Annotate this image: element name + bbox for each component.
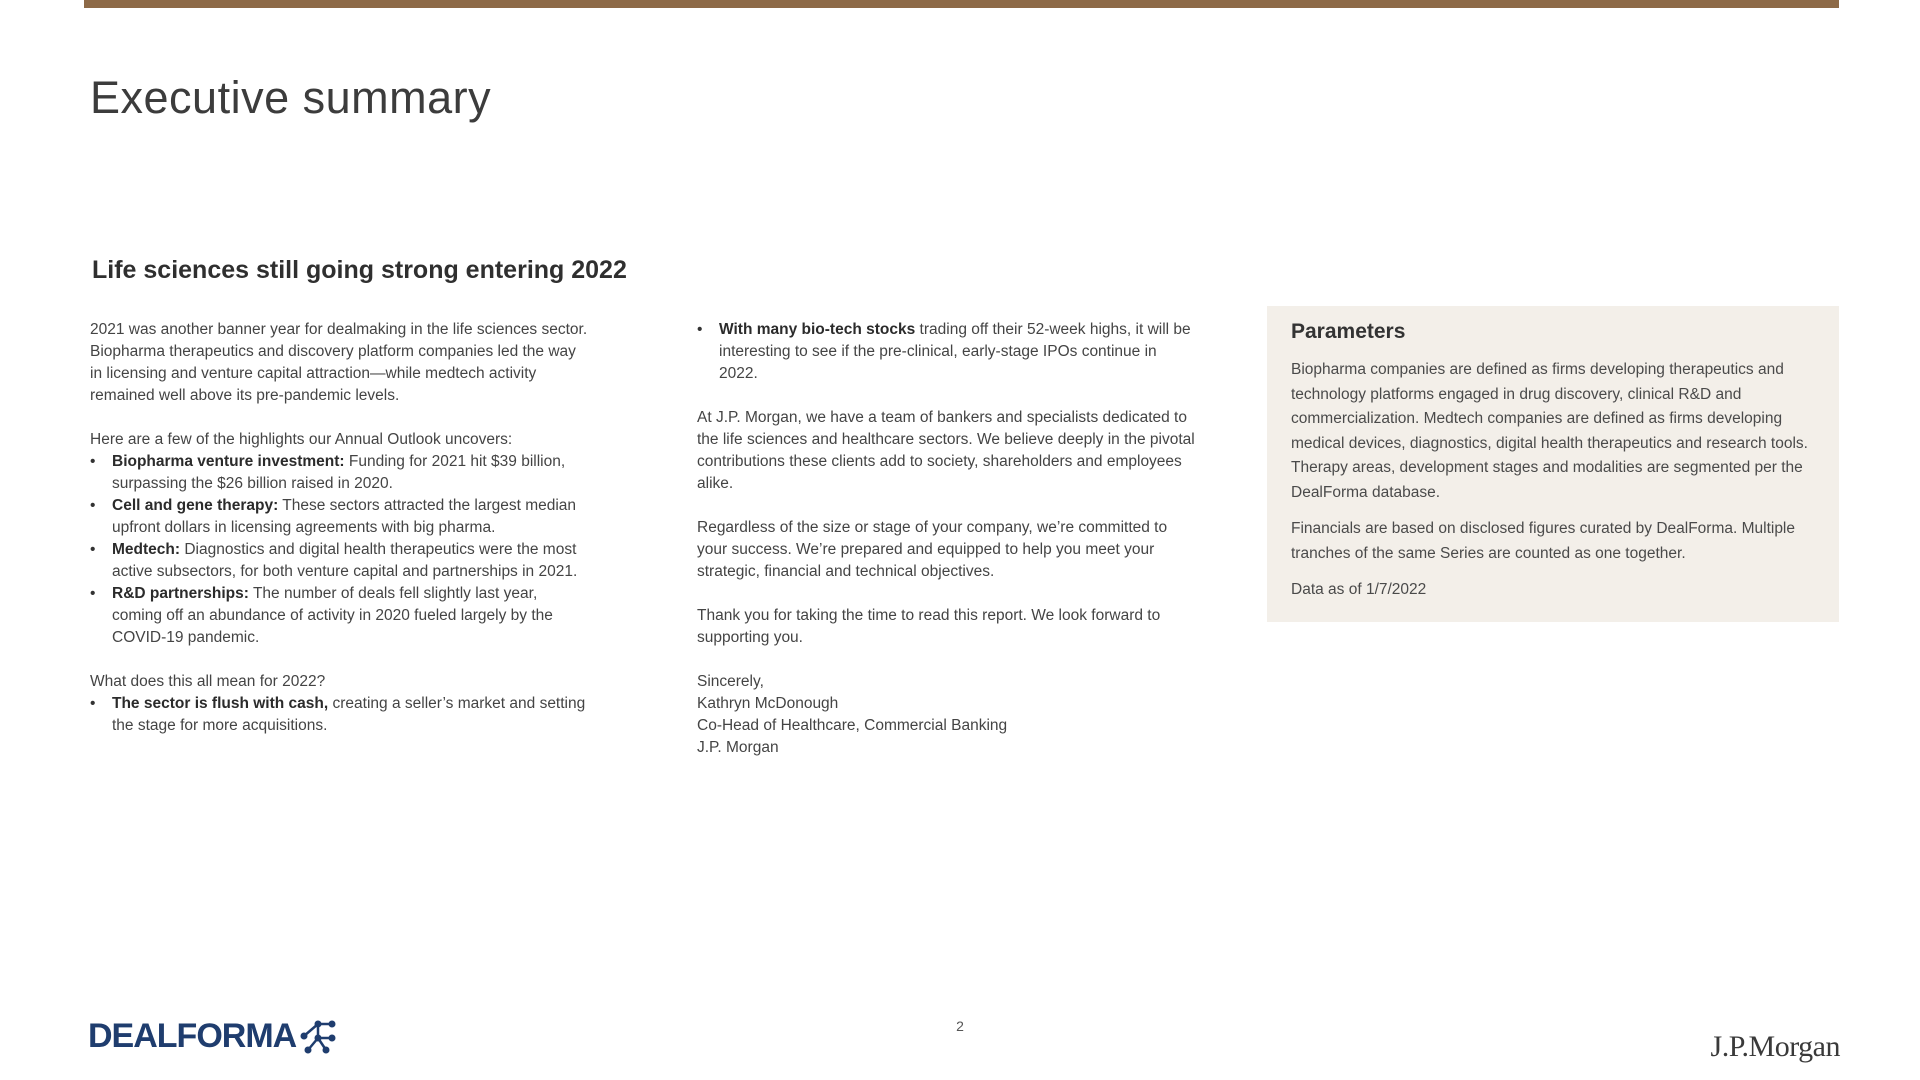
sign-off-company: J.P. Morgan — [697, 739, 779, 756]
meaning-text: creating a seller’s market and setting the stage for more acquisitions. — [112, 695, 586, 734]
section-heading: Life sciences still going strong entering 2022 — [92, 256, 627, 284]
highlight-text: The number of deals fell slightly last year, coming off an abundance of activity in 2020 fueled largely by the COVID-19 pandemic. — [112, 585, 553, 646]
meaning-label: The sector is flush with cash, — [112, 695, 329, 712]
dealforma-logo — [88, 1016, 338, 1056]
page-number: 2 — [956, 1018, 964, 1034]
parameters-title: Parameters — [1291, 320, 1406, 343]
intro-paragraph: 2021 was another banner year for dealmaking in the life sciences sector. Biopharma therapeutics and discovery platform companies led the way in licensing and venture capital attraction—while medtech activity remained well above its pre-pandemic levels. — [90, 321, 588, 404]
sign-off — [697, 671, 1197, 759]
highlight-text: Diagnostics and digital health therapeutics were the most active subsectors, for both venture capital and partnerships in 2021. — [112, 541, 578, 580]
parameters-box — [1267, 306, 1839, 622]
thanks-paragraph: Thank you for taking the time to read this report. We look forward to supporting you. — [697, 607, 1161, 646]
dealforma-wordmark: DEALFORMA — [88, 1017, 297, 1055]
molecule-icon — [298, 1016, 338, 1056]
highlight-item — [90, 495, 590, 539]
outlook-label: With many bio-tech stocks — [719, 321, 916, 338]
parameters-data-date: Data as of 1/7/2022 — [1291, 581, 1427, 598]
sign-off-closing: Sincerely, — [697, 673, 764, 690]
highlight-item — [90, 539, 590, 583]
highlight-label: Biopharma venture investment: — [112, 453, 345, 470]
highlight-item — [90, 583, 590, 649]
meaning-lead: What does this all mean for 2022? — [90, 673, 326, 690]
outlook-text: trading off their 52-week highs, it will be interesting to see if the pre-clinical, early-stage IPOs continue in 2022. — [719, 321, 1191, 382]
meaning-list — [90, 693, 590, 737]
highlights-lead: Here are a few of the highlights our Annual Outlook uncovers: — [90, 431, 513, 448]
team-paragraph: At J.P. Morgan, we have a team of bankers and specialists dedicated to the life sciences and healthcare sectors. We believe deeply in the pivotal contributions these clients add to society, shareholders and employees alike. — [697, 409, 1195, 492]
sign-off-role: Co-Head of Healthcare, Commercial Banking — [697, 717, 1008, 734]
highlight-label: Medtech: — [112, 541, 181, 558]
left-column — [90, 319, 590, 759]
highlight-text: These sectors attracted the largest median upfront dollars in licensing agreements with big pharma. — [112, 497, 577, 536]
highlight-label: R&D partnerships: — [112, 585, 249, 602]
parameters-financials: Financials are based on disclosed figures curated by DealForma. Multiple tranches of the same Series are counted as one together. — [1291, 520, 1795, 562]
sign-off-name: Kathryn McDonough — [697, 695, 839, 712]
outlook-list — [697, 319, 1197, 385]
commitment-paragraph: Regardless of the size or stage of your company, we’re committed to your success. We’re prepared and equipped to help you meet your strategic, financial and technical objectives. — [697, 519, 1168, 580]
highlight-item — [90, 451, 590, 495]
page-title: Executive summary — [90, 72, 492, 123]
highlight-text: Funding for 2021 hit $39 billion, surpassing the $26 billion raised in 2020. — [112, 453, 566, 492]
meaning-item — [90, 693, 590, 737]
parameters-definitions: Biopharma companies are defined as firms developing therapeutics and technology platforms engaged in drug discovery, clinical R&D and commercialization. Medtech companies are defined as firms developing medical devices, diagnostics, digital health therapeutics and research tools. Therapy areas, development stages and modalities are segmented per the DealForma database. — [1291, 361, 1808, 501]
highlights-list — [90, 451, 590, 649]
outlook-item — [697, 319, 1197, 385]
jpmorgan-logo: J.P.Morgan — [1710, 1030, 1840, 1063]
highlight-label: Cell and gene therapy: — [112, 497, 279, 514]
top-accent-bar — [84, 0, 1839, 8]
middle-column — [697, 319, 1197, 759]
